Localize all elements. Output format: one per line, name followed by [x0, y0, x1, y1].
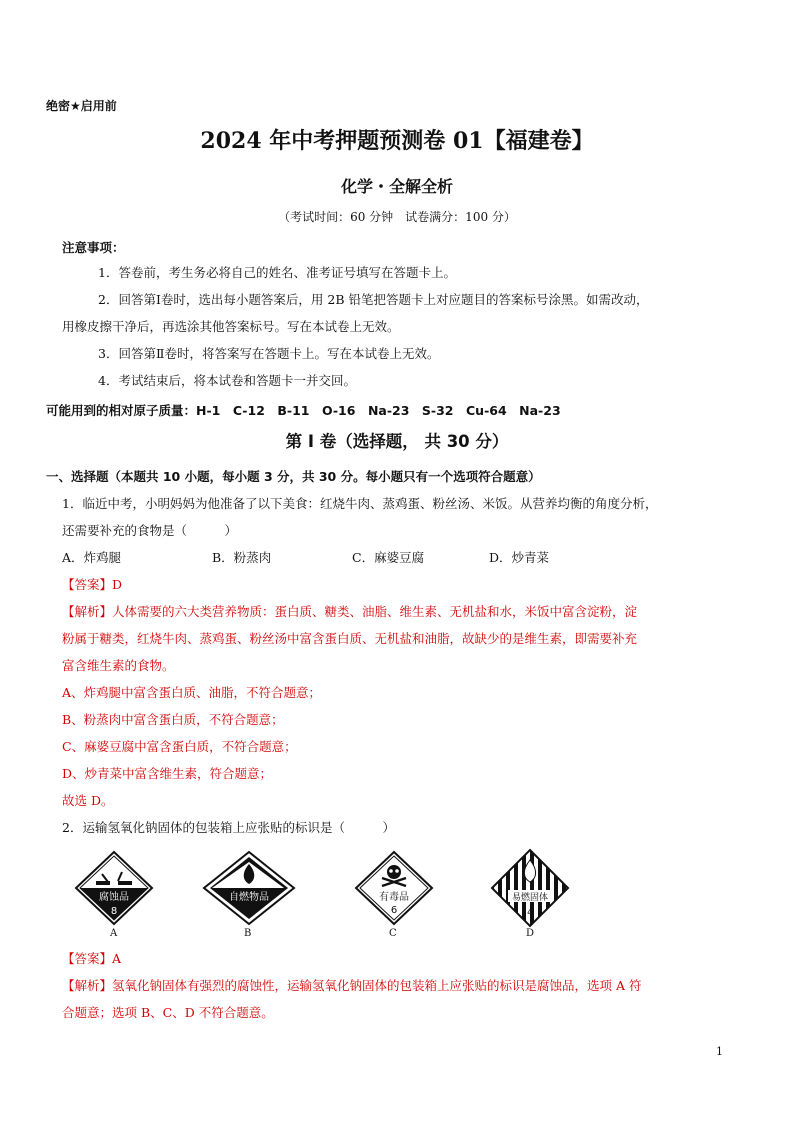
note-item-2: 2．回答第Ⅰ卷时，选出每小题答案后，用 2B 铅笔把答题卡上对应题目的答案标号涂黑。如需改动， [98, 292, 649, 307]
sign-d-text: 易燃固体 [511, 893, 549, 903]
q2-stem: 2．运输氢氧化钠固体的包装箱上应张贴的标识是（ ） [62, 820, 395, 835]
q1-explain-d: D、炒青菜中富含维生素，符合题意； [62, 766, 273, 781]
q1-stem-line2: 还需要补充的食物是（ ） [62, 523, 238, 538]
sign-b-caption: B [244, 928, 252, 939]
q1-analysis-line2: 粉属于糖类，红烧牛肉、蒸鸡蛋、粉丝汤中富含蛋白质、无机盐和油脂，故缺少的是维生素，即需要补充 [62, 631, 638, 646]
sign-c-text: 有毒品 [379, 892, 409, 903]
note-item-3: 3．回答第Ⅱ卷时，将答案写在答题卡上。写在本试卷上无效。 [98, 346, 440, 361]
q1-conclusion: 故选 D。 [62, 793, 114, 808]
q1-option-c: C．麻婆豆腐 [352, 550, 425, 565]
note-item-2-cont: 用橡皮擦干净后，再选涂其他答案标号。写在本试卷上无效。 [62, 319, 400, 334]
confidential-label: 绝密★启用前 [46, 99, 117, 113]
sign-c-caption: C [389, 928, 397, 939]
sign-a-caption: A [110, 928, 118, 939]
notes-heading: 注意事项： [62, 240, 125, 255]
q2-answer: 【答案】A [62, 951, 122, 966]
page-title: 2024 年中考押题预测卷 01【福建卷】 [200, 128, 594, 154]
corrosive-sign [74, 850, 154, 926]
page-number: 1 [716, 1045, 723, 1058]
q1-explain-c: C、麻婆豆腐中富含蛋白质，不符合题意； [62, 739, 297, 754]
toxic-sign [354, 850, 434, 926]
q1-analysis-line1 [62, 598, 637, 625]
q1-analysis-line3: 富含维生素的食物。 [62, 658, 175, 673]
sign-b-text: 自燃物品 [229, 892, 269, 903]
q2-analysis-line1 [62, 972, 642, 999]
q1-option-b: B．粉蒸肉 [212, 550, 272, 565]
sign-a-text: 腐蚀品 [99, 892, 129, 903]
q1-analysis-label: 【解析】 [62, 604, 113, 619]
section-title: 第 I 卷（选择题， 共 30 分） [285, 432, 509, 451]
flammable-sign [202, 850, 296, 926]
q1-analysis-text1: 人体需要的六大类营养物质：蛋白质、糖类、油脂、维生素、无机盐和水，米饭中富含淀粉，淀 [112, 604, 638, 619]
q1-answer: 【答案】D [62, 577, 123, 592]
sign-c-number: 6 [390, 905, 398, 916]
q2-analysis-line2: 合题意；选项 B、C、D 不符合题意。 [62, 1005, 274, 1020]
atomic-mass-line: 可能用到的相对原子质量：H-1 C-12 B-11 O-16 Na-23 S-32 Cu-64 Na-23 [46, 403, 561, 418]
note-item-1: 1．答卷前，考生务必将自己的姓名、准考证号填写在答题卡上。 [98, 265, 456, 280]
sign-d-number: 4 [527, 908, 533, 918]
section-instruction: 一、选择题（本题共 10 小题，每小题 3 分，共 30 分。每小题只有一个选项符合题意） [46, 469, 541, 484]
exam-time-info: （考试时间：60 分钟 试卷满分：100 分） [278, 210, 516, 224]
q1-explain-b: B、粉蒸肉中富含蛋白质，不符合题意； [62, 712, 284, 727]
sign-d-caption: D [526, 928, 535, 939]
q1-stem-line1: 1．临近中考，小明妈妈为他准备了以下美食：红烧牛肉、蒸鸡蛋、粉丝汤、米饭。从营养均衡的角度分析， [62, 496, 658, 511]
note-item-4: 4．考试结束后，将本试卷和答题卡一并交回。 [98, 373, 356, 388]
q2-analysis-text1: 氢氧化钠固体有强烈的腐蚀性，运输氢氧化钠固体的包装箱上应张贴的标识是腐蚀品，选项 A 符 [112, 978, 642, 993]
page-subtitle: 化学・全解全析 [340, 177, 453, 196]
q2-analysis-label: 【解析】 [62, 978, 113, 993]
q1-explain-a: A、炸鸡腿中富含蛋白质、油脂，不符合题意； [62, 685, 322, 700]
flammable-solid-sign [490, 848, 570, 928]
q1-option-d: D．炒青菜 [489, 550, 550, 565]
q1-option-a: A．炸鸡腿 [62, 550, 122, 565]
sign-a-number: 8 [110, 906, 118, 917]
